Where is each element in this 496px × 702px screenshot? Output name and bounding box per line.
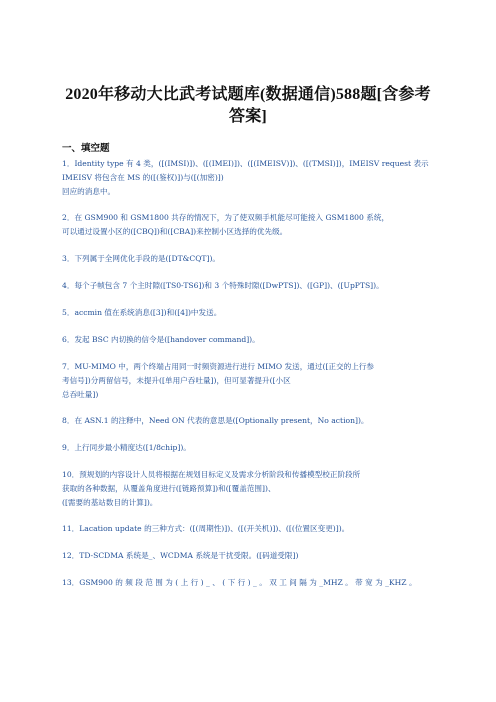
question-number: 5． — [62, 308, 75, 317]
section-heading: 一、填空题 — [62, 143, 110, 154]
question-number: 11． — [62, 524, 80, 533]
question-text: TD-SCDMA 系统是_、WCDMA 系统是干扰受限。([码道受限]) — [79, 551, 299, 560]
title-line-2: 答案] — [229, 108, 267, 125]
question-text: Lacation update 的三种方式：([(周期性)])、([(开关机)])、([(位置区变更)])。 — [79, 524, 350, 533]
question-text: 在 ASN.1 的注释中，Need ON 代表的意思是([Optionally present，No action])。 — [74, 416, 369, 425]
question-number: 3． — [62, 254, 75, 263]
question-text: 考信号])分两留信号，未提升([单用户吞吐量])，但可显著提升([小区 — [62, 376, 291, 385]
question-7 — [62, 360, 436, 402]
question-text: MU-MIMO 中，两个终端占用同一时频资源进行进行 MIMO 发送，通过([正交的上行参 — [74, 362, 374, 371]
question-10 — [62, 468, 436, 510]
question-number: 1． — [62, 159, 75, 168]
question-text: 回应的消息中。 — [62, 187, 116, 196]
question-6 — [62, 333, 436, 347]
question-3 — [62, 252, 436, 266]
question-text: 总吞吐量]) — [62, 390, 99, 399]
question-5 — [62, 306, 436, 320]
question-number: 7． — [62, 362, 75, 371]
question-9 — [62, 441, 436, 455]
question-text: 每个子帧包含 7 个主时隙([TS0-TS6])和 3 个特殊时隙([DwPTS])、([GP])、([UpPTS])。 — [74, 281, 384, 290]
question-number: 13． — [62, 578, 80, 587]
document-title — [62, 84, 434, 128]
question-11 — [62, 522, 436, 536]
question-number: 4． — [62, 281, 75, 290]
question-13 — [62, 576, 436, 590]
question-number: 6． — [62, 335, 75, 344]
question-text: 获取的各种数据，从覆盖角度进行([链路预算])和([覆盖范围])、 — [62, 484, 276, 493]
question-text: 预规划的内容设计人员将根据在规划目标定义及需求分析阶段和传播模型校正阶段所 — [79, 470, 361, 479]
question-number: 9． — [62, 443, 75, 452]
question-8 — [62, 414, 436, 428]
question-text: 可以通过设置小区的([CBQ])和([CBA])来控制小区选择的优先级。 — [62, 227, 288, 236]
question-text: accmin 值在系统消息([3])和([4])中发送。 — [74, 308, 222, 317]
question-number: 2． — [62, 213, 75, 222]
question-number: 10． — [62, 470, 80, 479]
question-1 — [62, 157, 436, 199]
question-text: ([需要的基站数目的计算])。 — [62, 498, 158, 507]
question-number: 8． — [62, 416, 75, 425]
question-4 — [62, 279, 436, 293]
question-text: GSM900 的 频 段 范 围 为 ( 上 行 ) _ 、 ( 下 行 ) _ 。 双 工 间 隔 为 _MHZ 。 带 宽 为 _KHZ 。 — [79, 578, 417, 587]
question-2 — [62, 211, 436, 239]
question-text: Identity type 有 4 类，([(IMSI)])、([(IMEI)])、([(IMEISV)])、([(TMSI)])，IMEISV request 表示 — [74, 159, 429, 168]
question-12 — [62, 549, 436, 563]
question-text: 下列属于全网优化手段的是([DT&CQT])。 — [74, 254, 221, 263]
title-line-1: 2020年移动大比武考试题库(数据通信)588题[含参考 — [65, 86, 431, 103]
question-text: 发起 BSC 内切换的信令是([handover command])。 — [74, 335, 260, 344]
question-number: 12． — [62, 551, 80, 560]
question-text: 上行同步最小精度达([1/8chip])。 — [74, 443, 191, 452]
question-text: IMEISV 将包含在 MS 的([(鉴权)])与([(加密)]) — [62, 173, 224, 182]
question-text: 在 GSM900 和 GSM1800 共存的情况下，为了使双频手机能尽可能接入 GSM1800 系统， — [74, 213, 390, 222]
